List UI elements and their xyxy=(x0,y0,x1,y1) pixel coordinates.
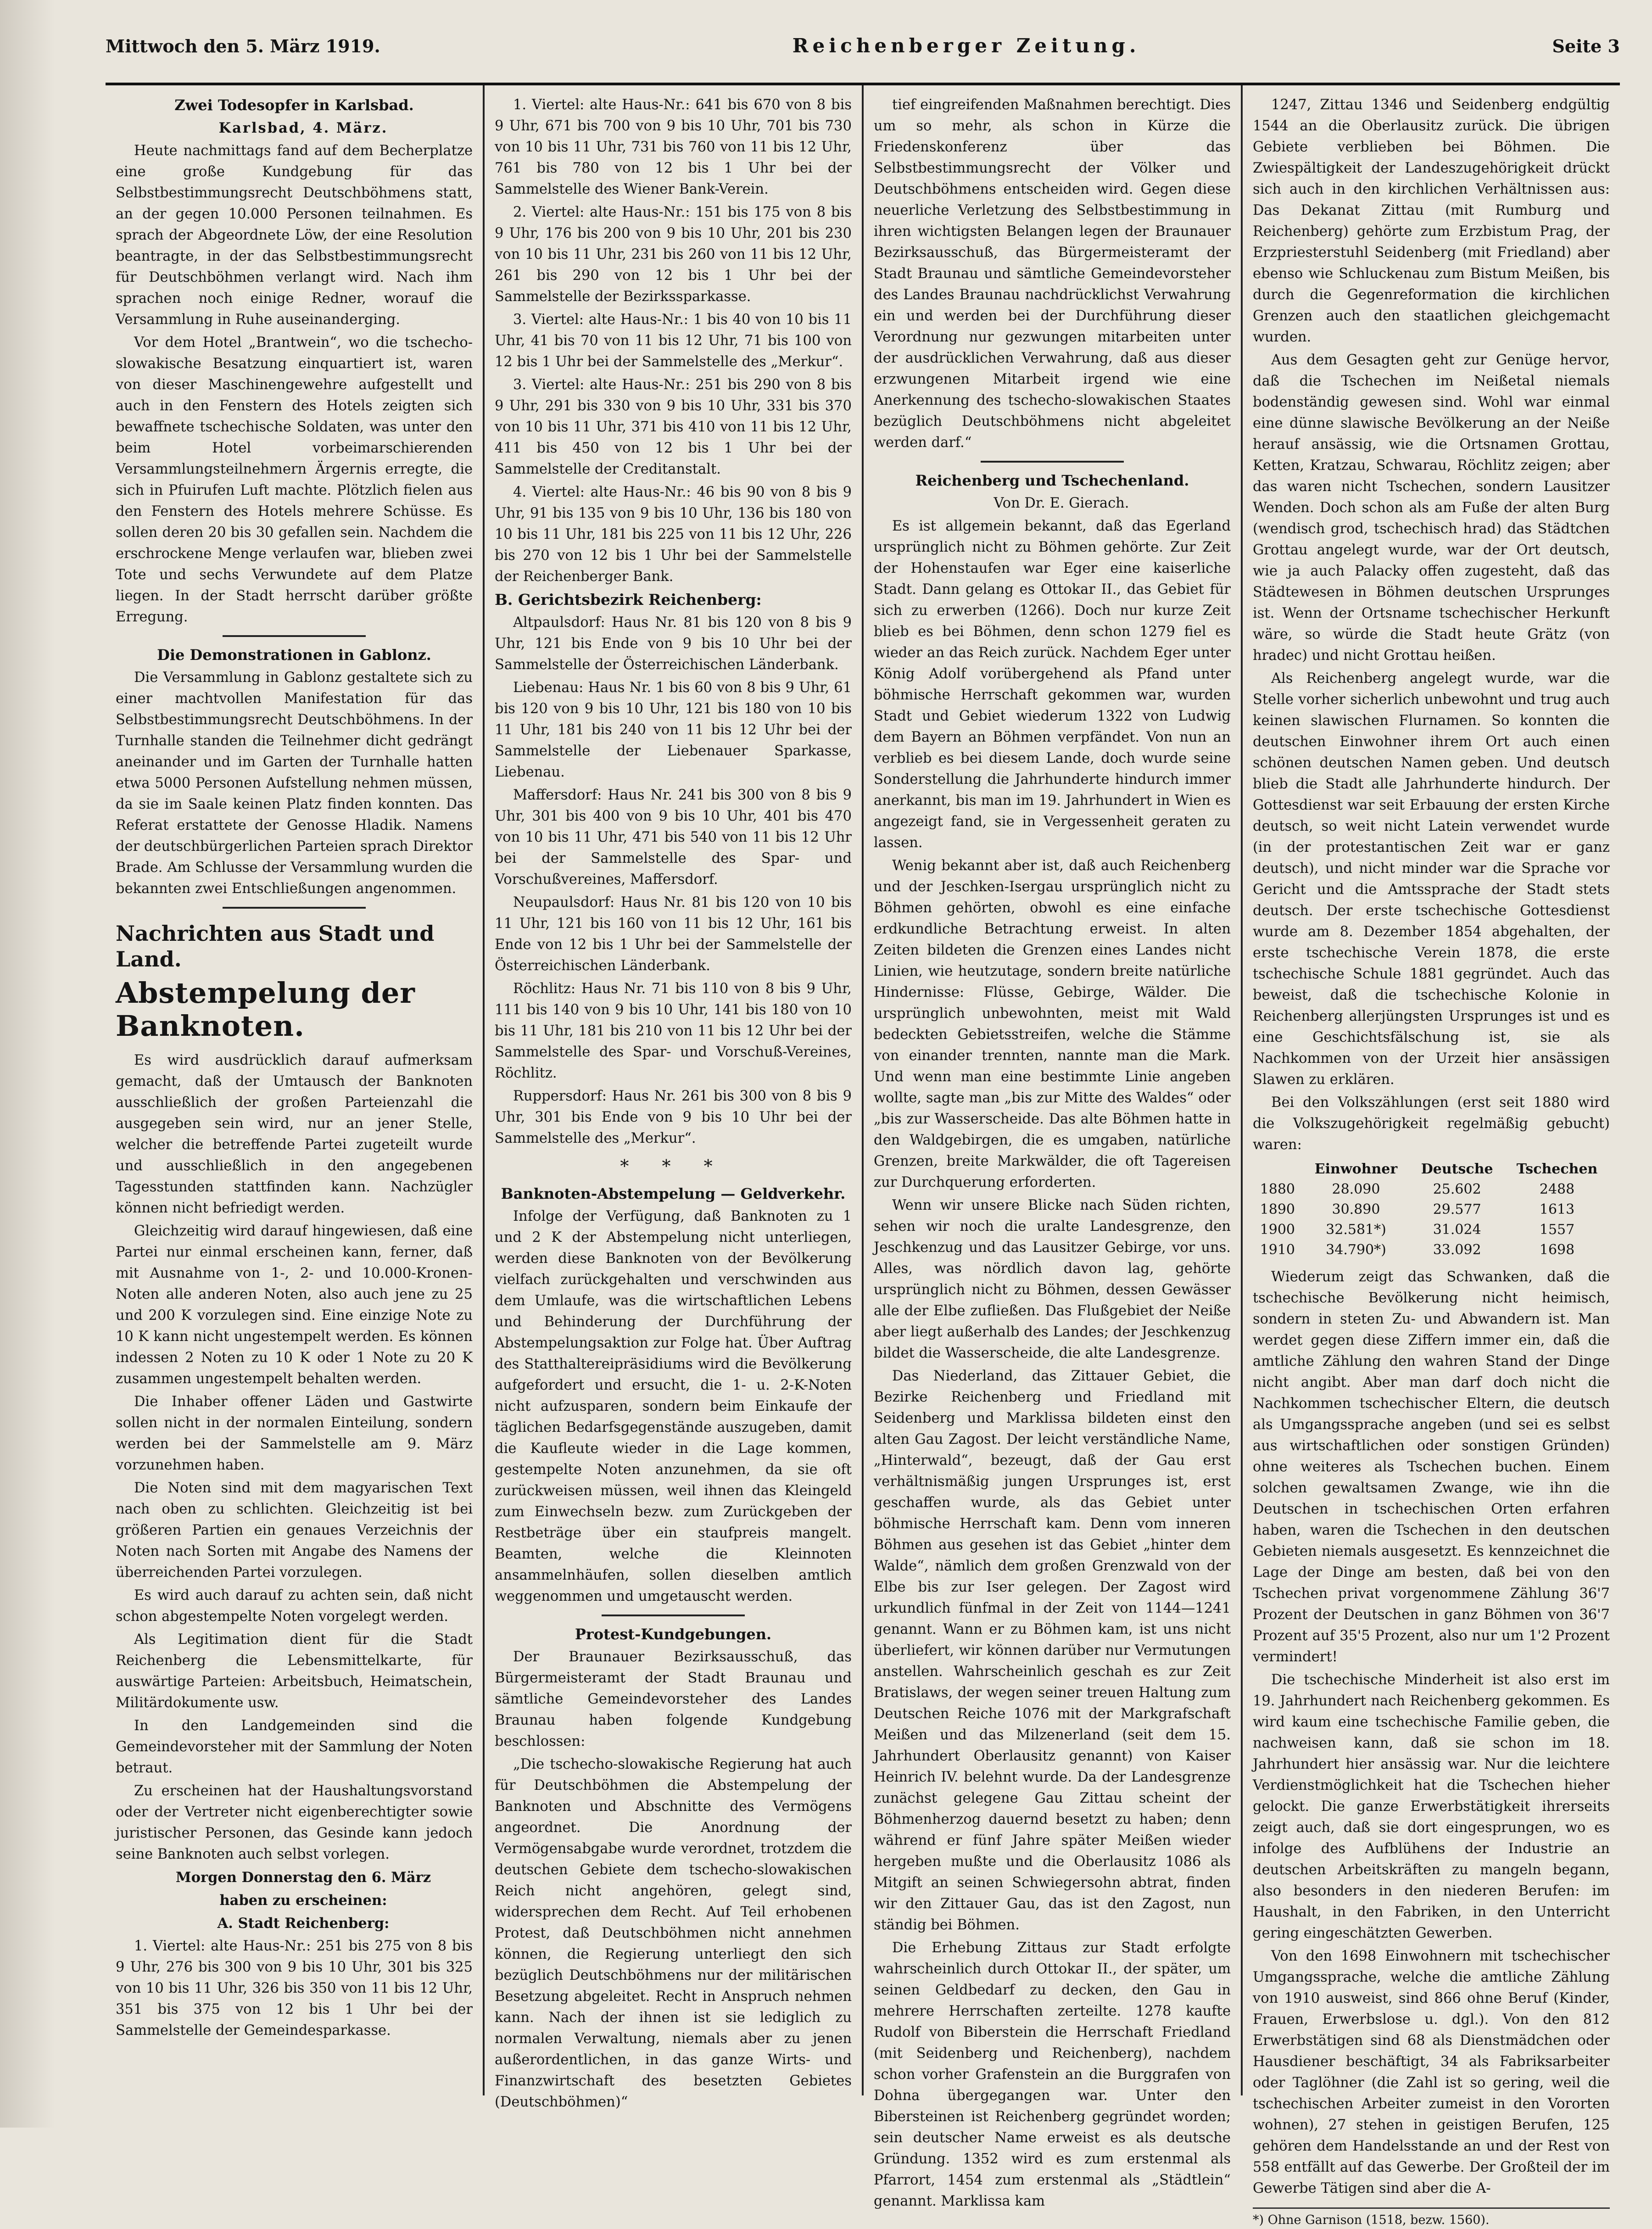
paragraph: Liebenau: Haus Nr. 1 bis 60 von 8 bis 9 Uhr, 61 bis 120 von 9 bis 10 Uhr, 121 bis 180 von 10 bis 11 Uhr, 181 bis 240 von 11 bis 12 Uhr bei der Sammelstelle der Liebenauer Sparkasse, Liebenau. xyxy=(495,680,852,780)
census-cell: 25.602 xyxy=(1433,1181,1481,1197)
census-cell: 30.890 xyxy=(1332,1201,1380,1218)
paragraph: „Die tschecho-slowakische Regierung hat auch für Deutschböhmen die Abstempelung der Banknoten und Abschnitte des Vermögens angeordnet. Die Anordnung der Vermögensabgabe wurde verordnet, trotzdem die deutschen Gebiete dem tschecho-slowakischen Reich nicht angehören, gelegt sind, widersprechen dem Recht. Auf Teil erhobenen Protest, daß Deutschböhmen nicht annehmen können, die Regierung unterliegt den sich bezüglich Deutschböhmens nur der militärischen Besetzung abgeleitet. Recht in Anspruch nehmen kann. Nach der ihnen ist sie lediglich zu normalen Verwaltung, niemals aber zu jenen außerordentlichen, in das ganze Wirts- und Finanzwirtschaft des besetzten Gebietes (Deutschböhmen)“ xyxy=(495,1756,852,2110)
headline-geldverkehr: Banknoten-Abstempelung — Geldverkehr. xyxy=(501,1185,846,1202)
byline: Von Dr. E. Gierach. xyxy=(993,495,1129,511)
headline-protest: Protest-Kundgebungen. xyxy=(575,1626,772,1643)
paragraph: Es ist allgemein bekannt, daß das Egerland ursprünglich nicht zu Böhmen gehörte. Zur Zeit der Hohenstaufen war Eger eine kaiserliche Stadt. Dann gelang es Ottokar II., das Gebiet für sich zu erwerben (1266). Doch nur kurze Zeit blieb es bei Böhmen, denn schon 1279 fiel es wieder an das Reich zurück. Nachdem Eger unter König Adolf vorübergehend als Pfand unter böhmische Herrschaft gekommen war, wurden Stadt und Gebiet wiederum 1322 von Ludwig dem Bayern an Böhmen verpfändet. Von nun an verblieb es bei diesem Lande, doch wurde seine Sonderstellung die Jahrhunderte hindurch immer anerkannt, bis man im 19. Jahrhundert in Wien es angezeigt fand, sie in Vergessenheit geraten zu lassen. xyxy=(874,518,1231,851)
census-year: 1890 xyxy=(1260,1201,1295,1218)
paragraph: 1. Viertel: alte Haus-Nr.: 251 bis 275 von 8 bis 9 Uhr, 276 bis 300 von 9 bis 10 Uhr, 301 bis 325 von 10 bis 11 Uhr, 326 bis 350 von 11 bis 12 Uhr, 351 bis 375 von 12 bis 1 Uhr bei der Sammelstelle der Gemeindesparkasse. xyxy=(116,1938,473,2039)
schedule-heading: Morgen Donnerstag den 6. März xyxy=(175,1869,431,1886)
census-header: Deutsche xyxy=(1421,1161,1493,1177)
census-cell: 33.092 xyxy=(1433,1242,1481,1258)
paragraph: Die tschechische Minderheit ist also erst im 19. Jahrhundert nach Reichenberg gekommen. Es wird kaum eine tschechische Familie geben, die nachweisen kann, daß sie schon im 18. Jahrhundert hier ansässig war. Nur die leichtere Verdienstmöglichkeit hat die Tschechen hieher gelockt. Die ganze Erwerbstätigkeit ihrerseits zeigt auch, daß sie dort eingesprungen, wo es infolge des Aufblühens der Industrie an deutschen Arbeitskräften zu mangeln begann, also besonders in den niederen Berufen: im Haushalt, in den Fabriken, in den Unterricht gering eingeschätzten Gewerben. xyxy=(1253,1672,1610,1941)
census-header: Einwohner xyxy=(1314,1161,1398,1177)
paragraph: Heute nachmittags fand auf dem Becherplatze eine große Kundgebung für das Selbstbestimmungsrecht Deutschböhmens statt, an der gegen 10.000 Personen teilnahmen. Es sprach der Abgeordnete Löw, der eine Resolution beantragte, in der das Selbstbestimmungsrecht für Deutschböhmen verlangt wird. Nach ihm sprachen noch einige Redner, worauf die Versammlung in Ruhe auseinanderging. xyxy=(116,143,473,328)
census-table xyxy=(1253,1159,1610,1260)
paragraph: 4. Viertel: alte Haus-Nr.: 46 bis 90 von 8 bis 9 Uhr, 91 bis 135 von 9 bis 10 Uhr, 136 bis 180 von 10 bis 11 Uhr, 181 bis 225 von 11 bis 12 Uhr, 226 bis 270 von 12 bis 1 Uhr bei der Sammelstelle der Reichenberger Bank. xyxy=(495,484,852,585)
divider xyxy=(223,907,365,909)
table-row xyxy=(1253,1200,1610,1220)
paragraph: Bei den Volkszählungen (erst seit 1880 wird die Volkszugehörigkeit regelmäßig gebucht) waren: xyxy=(1253,1095,1610,1153)
paragraph: 1247, Zittau 1346 und Seidenberg endgültig 1544 an die Oberlausitz zurück. Die übrigen Gebiete verblieben bei Böhmen. Die Zwiespältigkeit der Landeszugehörigkeit drückt sich auch in den kirchlichen Verhältnissen aus: Das Dekanat Zittau (mit Rumburg und Reichenberg) gehörte zum Erzbistum Prag, der Erzpriesterstuhl Seidenberg (mit Friedland) aber ebenso wie Schluckenau zum Bistum Meißen, bis durch die Gegenreformation die kirchlichen Grenzen auch den staatlichen gleichgemacht wurden. xyxy=(1253,97,1610,345)
column-4 xyxy=(1243,85,1620,2227)
paragraph: Von den 1698 Einwohnern mit tschechischer Umgangssprache, welche die amtliche Zählung von 1910 ausweist, sind 866 ohne Beruf (Kinder, Frauen, Erwerbslose u. dgl.). Von den 812 Erwerbstätigen sind 68 als Dienstmädchen oder Hausdiener beschäftigt, 34 als Fabriksarbeiter oder Taglöhner (die Zahl ist so gering, weil die tschechischen Arbeiter zumeist in den Vororten wohnen), 27 stehen in geistigen Berufen, 125 gehören dem Handelsstande an und der Rest von 558 entfällt auf das Gewerbe. Der Großteil der im Gewerbe Tätigen sind aber die A- xyxy=(1253,1948,1610,2196)
paragraph: In den Landgemeinden sind die Gemeindevorsteher mit der Sammlung der Noten betraut. xyxy=(116,1718,473,1776)
table-row xyxy=(1253,1220,1610,1240)
paragraph: Neupaulsdorf: Haus Nr. 81 bis 120 von 10 bis 11 Uhr, 121 bis 160 von 11 bis 12 Uhr, 161 bis Ende von 12 bis 1 Uhr bei der Sammelstelle der Österreichischen Länderbank. xyxy=(495,894,852,974)
paragraph: Die Inhaber offener Läden und Gastwirte sollen nicht in der normalen Einteilung, sondern werden bei der Sammelstelle am 9. März vorzunehmen haben. xyxy=(116,1394,473,1473)
headline-gablonz: Die Demonstrationen in Gablonz. xyxy=(157,646,431,664)
census-cell: 32.581*) xyxy=(1326,1222,1386,1238)
census-header xyxy=(1253,1159,1302,1179)
column-2 xyxy=(485,85,864,2110)
census-year: 1880 xyxy=(1260,1181,1295,1197)
paragraph: Als Reichenberg angelegt wurde, war die Stelle vorher sicherlich unbewohnt und trug auch keinen slawischen Flurnamen. So konnten die deutschen Einwohner ihrem Ort auch einen schönen deutschen Namen geben. Und deutsch blieb die Stadt alle Jahrhunderte hindurch. Der Gottesdienst war seit Erbauung der ersten Kirche deutsch, so weit nicht Latein verwendet wurde (in der protestantischen Zeit war er ganz deutsch), und nicht minder war die Sprache vor Gericht und die Amtssprache der Stadt stets deutsch. Der erste tschechische Gottesdienst wurde am 8. Dezember 1854 abgehalten, der erste tschechische Verein 1878, die erste tschechische Schule 1881 gegründet. Auch das beweist, daß die tschechische Kolonie in Reichenberg allerjüngsten Ursprunges ist und es eine Geschichtsfälschung ist, sie als Nachkommen von der Urzeit hier ansässigen Slawen zu erklären. xyxy=(1253,670,1610,1088)
paragraph: Altpaulsdorf: Haus Nr. 81 bis 120 von 8 bis 9 Uhr, 121 bis Ende von 9 bis 10 Uhr bei der Sammelstelle der Österreichischen Länderbank. xyxy=(495,615,852,673)
paragraph: Zu erscheinen hat der Haushaltungsvorstand oder der Vertreter nicht eigenberechtigter sowie juristischer Personen, das Gesinde kann jedoch seine Banknoten auch selbst vorlegen. xyxy=(116,1783,473,1862)
paragraph: Gleichzeitig wird darauf hingewiesen, daß eine Partei nur einmal erscheinen kann, ferner, daß mit Ausnahme von 1-, 2- und 10.000-Kronen-Noten alle anderen Noten, also auch jene zu 25 und 200 K vorzulegen sind. Eine einzige Note zu 10 K kann nicht ungestempelt werden. Es können indessen 2 Noten zu 10 K oder 1 Note zu 20 K zusammen ungestempelt behalten werden. xyxy=(116,1223,473,1387)
paragraph: Die Erhebung Zittaus zur Stadt erfolgte wahrscheinlich durch Ottokar II., der später, um seinen Geldbedarf zu decken, den Gau in mehrere Herrschaften zerteilte. 1278 kaufte Rudolf von Biberstein die Herrschaft Friedland (mit Seidenberg und Reichenberg), nachdem schon vorher Grafenstein an die Burggrafen von Dohna übergegangen war. Unter den Bibersteinen ist Reichenberg gegründet worden; sein deutscher Name erweist es als deutsche Gründung. 1352 wird es zum erstenmal als Pfarrort, 1454 zum erstenmal als „Städtlein“ genannt. Marklissa kam xyxy=(874,1940,1231,2209)
census-year: 1910 xyxy=(1260,1242,1295,1258)
masthead xyxy=(106,9,1620,85)
page-number: Seite 3 xyxy=(1552,36,1620,56)
headline-banknoten: Abstempelung der Banknoten. xyxy=(116,976,415,1043)
headline-karlsbad: Zwei Todesopfer in Karlsbad. xyxy=(174,96,414,114)
paragraph: Es wird auch darauf zu achten sein, daß nicht schon abgestempelte Noten vorgelegt werden. xyxy=(116,1587,473,1625)
paragraph: Die Noten sind mit dem magyarischen Text nach oben zu schlichten. Gleichzeitig ist bei größeren Partien ein genaues Verzeichnis der Noten nach Sorten mit Angabe des Namens der überreichenden Partei vorzulegen. xyxy=(116,1480,473,1581)
paragraph: Das Niederland, das Zittauer Gebiet, die Bezirke Reichenberg und Friedland mit Seidenberg und Marklissa bildeten einst den alten Gau Zagost. Der leicht verständliche Name, „Hinterwald“, bezeugt, daß der Gau erst verhältnismäßig jungen Ursprunges ist, erst geschaffen wurde, als das Gebiet unter böhmische Herrschaft kam. Denn vom inneren Böhmen aus gesehen ist das Gebiet „hinter dem Walde“, nämlich dem großen Grenzwald von der Elbe bis zur Iser gelegen. Der Zagost wird urkundlich fünfmal in der Zeit von 1144—1241 genannt. Wann er zu Böhmen kam, ist uns nicht überliefert, wir können darüber nur Vermutungen anstellen. Wahrscheinlich geschah es zur Zeit Bratislaws, der wegen seiner treuen Haltung zum Deutschen Reiche 1076 mit der Markgrafschaft Meißen und das Milzenerland (seit dem 15. Jahrhundert Oberlausitz genannt) von Kaiser Heinrich IV. belehnt wurde. Da der Landesgrenze zunächst gelegene Gau Zittau scheint der Böhmenherzog dauernd besetzt zu haben; denn während er fünf Jahre später Meißen wieder hergeben mußte und die Oberlausitz 1086 als Mitgift an seinen Schwiegersohn abtrat, finden wir den Zittauer Gau, das ist den Zagost, nun ständig bei Böhmen. xyxy=(874,1368,1231,1933)
divider xyxy=(602,1614,744,1616)
paragraph: 3. Viertel: alte Haus-Nr.: 251 bis 290 von 8 bis 9 Uhr, 291 bis 330 von 9 bis 10 Uhr, 331 bis 370 von 10 bis 11 Uhr, 371 bis 410 von 11 bis 12 Uhr, 411 bis 450 von 12 bis 1 Uhr bei der Sammelstelle der Creditanstalt. xyxy=(495,377,852,477)
census-cell: 29.577 xyxy=(1433,1201,1481,1218)
paragraph: Maffersdorf: Haus Nr. 241 bis 300 von 8 bis 9 Uhr, 301 bis 400 von 9 bis 10 Uhr, 401 bis 470 von 10 bis 11 Uhr, 471 bis 540 von 11 bis 12 Uhr bei der Sammelstelle des Spar- und Vorschußvereines, Maffersdorf. xyxy=(495,787,852,888)
table-row xyxy=(1253,1179,1610,1200)
paragraph: Es wird ausdrücklich darauf aufmerksam gemacht, daß der Umtausch der Banknoten ausschließlich der großen Parteienzahl die ausgegeben sein wird, nur an jener Stelle, welcher die betreffende Partei zugeteilt wurde und ausschließlich in den angegebenen Tagesstunden stattfinden kann. Nachzügler können nicht befriedigt werden. xyxy=(116,1052,473,1216)
issue-date: Mittwoch den 5. März 1919. xyxy=(106,36,380,56)
schedule-subheading: B. Gerichtsbezirk Reichenberg: xyxy=(495,591,762,609)
census-cell: 28.090 xyxy=(1332,1181,1380,1197)
census-cell: 31.024 xyxy=(1433,1222,1481,1238)
paragraph: Wenig bekannt aber ist, daß auch Reichenberg und der Jeschken-Isergau ursprünglich nicht zu Böhmen gehörten, obwohl es eine einfache erdkundliche Betrachtung erweist. In alten Zeiten bildeten die Grenzen eines Landes nicht Linien, wie heutzutage, sondern breite natürliche Hindernisse: Flüsse, Gebirge, Wälder. Die ursprünglich unbewohnten, meist mit Wald bedeckten Gebietsstreifen, welche die Stämme von einander trennten, nannte man die Mark. Und wenn man eine bestimmte Linie angeben wollte, sagte man „bis zur Mitte des Waldes“ oder „bis zur Wasserscheide. Das alte Böhmen hatte in den Waldgebirgen, die es umgaben, natürliche Grenzen, breite Markwälder, die oft Tagereisen zur Durchquerung erforderten. xyxy=(874,858,1231,1190)
census-header-row xyxy=(1253,1159,1610,1179)
census-header: Tschechen xyxy=(1516,1161,1598,1177)
paragraph: 2. Viertel: alte Haus-Nr.: 151 bis 175 von 8 bis 9 Uhr, 176 bis 200 von 9 bis 10 Uhr, 201 bis 230 von 10 bis 11 Uhr, 231 bis 260 von 11 bis 12 Uhr, 261 bis 290 von 12 bis 1 Uhr bei der Sammelstelle der Bezirkssparkasse. xyxy=(495,204,852,305)
census-cell: 2488 xyxy=(1539,1181,1575,1197)
headline-tschechenland: Reichenberg und Tschechenland. xyxy=(915,472,1189,489)
schedule-subheading: A. Stadt Reichenberg: xyxy=(217,1915,390,1932)
article-columns xyxy=(106,85,1620,2227)
schedule-subheading: haben zu erscheinen: xyxy=(219,1892,387,1909)
paragraph: Ruppersdorf: Haus Nr. 261 bis 300 von 8 bis 9 Uhr, 301 bis Ende von 9 bis 10 Uhr bei der Sammelstelle des „Merkur“. xyxy=(495,1088,852,1146)
census-cell: 1698 xyxy=(1539,1242,1575,1258)
paragraph: Der Braunauer Bezirksausschuß, das Bürgermeisteramt der Stadt Braunau und sämtliche Gemeindevorsteher des Landes Braunau haben folgende Kundgebung beschlossen: xyxy=(495,1649,852,1749)
census-cell: 1613 xyxy=(1539,1201,1575,1218)
census-cell: 1557 xyxy=(1539,1222,1575,1238)
table-row xyxy=(1253,1240,1610,1260)
paragraph: Vor dem Hotel „Brantwein“, wo die tschecho-slowakische Besatzung einquartiert ist, waren von dieser Maschinengewehre aufgestellt und auch in den Fenstern des Hotels zeigten sich bewaffnete tschechische Soldaten, was unter den beim Hotel vorbeimarschierenden Versammlungsteilnehmern Ärgernis erregte, die sich in Pfuirufen Luft machte. Plötzlich fielen aus den Fenstern des Hotels mehrere Schüsse. Es sollen deren 20 bis 30 gefallen sein. Nachdem die erschrockene Menge verlaufen war, blieben zwei Tote und sechs Verwundete auf dem Platze liegen. In der Stadt herrscht darüber größte Erregung. xyxy=(116,335,473,625)
paragraph: tief eingreifenden Maßnahmen berechtigt. Dies um so mehr, als schon in Kürze die Friedenskonferenz über das Selbstbestimmungsrecht der Völker und Deutschböhmens entscheiden wird. Gegen diese neuerliche Verletzung des Selbstbestimmung in ihren wichtigsten Belangen legen der Braunauer Bezirksausschuß, das Bürgermeisteramt der Stadt Braunau und sämtliche Gemeindevorsteher des Landes Braunau nachdrücklichst Verwahrung ein und werden bei der Durchführung dieser Verordnung nur gezwungen mitarbeiten unter der ausdrücklichen Verwahrung, daß aus dieser erzwungenen Mitarbeit irgend wie eine Anerkennung des tschecho-slowakischen Staates bezüglich Deutschböhmens nicht abgeleitet werden darf.“ xyxy=(874,97,1231,451)
paragraph: Röchlitz: Haus Nr. 71 bis 110 von 8 bis 9 Uhr, 111 bis 140 von 9 bis 10 Uhr, 141 bis 180 von 10 bis 11 Uhr, 181 bis 210 von 11 bis 12 Uhr bei der Sammelstelle des Spar- und Vorschuß-Vereines, Röchlitz. xyxy=(495,981,852,1081)
dateline-karlsbad: Karlsbad, 4. März. xyxy=(218,120,388,136)
section-separator: * * * xyxy=(620,1156,726,1176)
divider xyxy=(981,461,1123,463)
paragraph: Aus dem Gesagten geht zur Genüge hervor, daß die Tschechen im Neißetal niemals bodenständig gewesen sind. Wohl war einmal eine dünne slawische Bevölkerung an der Neiße herauf ansässig, wie die Ortsnamen Grottau, Ketten, Kratzau, Schwarau, Röchlitz zeigen; aber das waren nicht Tschechen, sondern Lausitzer Wenden. Doch schon als am Fuße der alten Burg (wendisch grod, tschechisch hrad) das Städtchen Grottau angelegt wurde, war der Ort deutsch, wie ja auch Palacky offen zugesteht, daß das Städtewesen in Böhmen deutschen Ursprunges ist. Wenn der Ortsname tschechischer Herkunft wäre, so würde die Stadt heute Grätz (von hradec) und nicht Grottau heißen. xyxy=(1253,352,1610,664)
footnote: *) Ohne Garnison (1518, bezw. 1560). xyxy=(1253,2207,1610,2229)
newspaper-title: Reichenberger Zeitung. xyxy=(792,34,1140,57)
paragraph: 1. Viertel: alte Haus-Nr.: 641 bis 670 von 8 bis 9 Uhr, 671 bis 700 von 9 bis 10 Uhr, 701 bis 730 von 10 bis 11 Uhr, 731 bis 760 von 11 bis 12 Uhr, 761 bis 780 von 12 bis 1 Uhr bei der Sammelstelle des Wiener Bank-Verein. xyxy=(495,97,852,197)
paragraph: Wiederum zeigt das Schwanken, daß die tschechische Bevölkerung nicht heimisch, sondern in steten Zu- und Abwandern ist. Man werdet gegen diese Ziffern immer ein, daß die amtliche Zählung den wahren Stand der Dinge nicht angibt. Aber man darf doch nicht die Nachkommen tschechischer Eltern, die deutsch als Umgangssprache angeben (und sei es selbst aus wirtschaftlichen oder sonstigen Gründen) ohne weiteres als Tschechen buchen. Einem solchen gewaltsamen Zwange, wie ihn die Deutschen in tschechischen Orten erfahren haben, waren die Tschechen in den deutschen Gebieten niemals ausgesetzt. Es kennzeichnet die Lage der Dinge am besten, daß bei von den Tschechen privat vorgenommene Zählung 36'7 Prozent der Deutschen in ganz Böhmen von 36'7 Prozent auf 35'5 Prozent, also nur um 1'2 Prozent vermindert! xyxy=(1253,1269,1610,1665)
paragraph: Die Versammlung in Gablonz gestaltete sich zu einer machtvollen Manifestation für das Selbstbestimmungsrecht Deutschböhmens. In der Turnhalle standen die Teilnehmer dicht gedrängt aneinander und im Garten der Turnhalle hatten etwa 5000 Personen Aufstellung nehmen müssen, da sie im Saale keinen Platz finden konnten. Das Referat erstattete der Genosse Hladik. Namens der deutschbürgerlichen Parteien sprach Direktor Brade. Am Schlusse der Versammlung wurden die bekannten zwei Entschließungen angenommen. xyxy=(116,670,473,897)
paragraph: Wenn wir unsere Blicke nach Süden richten, sehen wir noch die uralte Landesgrenze, den Jeschkenzug und das Lausitzer Gebirge, vor uns. Alles, was nördlich davon lag, gehörte ursprünglich nicht zu Böhmen, dessen Gewässer alle der Elbe zufließen. Das Flußgebiet der Neiße aber liegt außerhalb des Landes; der Jeschkenzug bildet die Wasserscheide, die alte Landesgrenze. xyxy=(874,1197,1231,1361)
census-year: 1900 xyxy=(1260,1222,1295,1238)
column-1 xyxy=(106,85,485,2095)
section-heading: Nachrichten aus Stadt und Land. xyxy=(116,921,435,972)
paragraph: Infolge der Verfügung, daß Banknoten zu 1 und 2 K der Abstempelung nicht unterliegen, werden diese Banknoten von der Bevölkerung vielfach zurückgehalten und verschwinden aus dem Umlaufe, was die wirtschaftlichen Lebens und Behinderung der Durchführung der Abstempelungsaktion zur Folge hat. Über Auftrag des Statthaltereipräsidiums wird die Bevölkerung aufgefordert und ersucht, die 1- u. 2-K-Noten nicht aufzusparen, sondern beim Einkaufe der täglichen Bedarfsgegenstände auszugeben, damit die Kaufleute wieder in die Lage kommen, gestempelte Noten anzunehmen, da sie oft zurückweisen müssen, weil ihnen das Kleingeld zum Einwechseln bezw. zum Zurückgeben der Restbeträge über ein staufpreis mangelt. Beamten, welche die Kleinnoten ansammelnhäufen, sollen dieselben amtlich weggenommen und umgetauscht werden. xyxy=(495,1208,852,1604)
divider xyxy=(223,635,365,637)
column-3 xyxy=(864,85,1243,2209)
paragraph: Als Legitimation dient für die Stadt Reichenberg die Lebensmittelkarte, für auswärtige Parteien: Arbeitsbuch, Heimatschein, Militärdokumente usw. xyxy=(116,1631,473,1711)
census-cell: 34.790*) xyxy=(1326,1242,1386,1258)
paragraph: 3. Viertel: alte Haus-Nr.: 1 bis 40 von 10 bis 11 Uhr, 41 bis 70 von 11 bis 12 Uhr, 71 bis 100 von 12 bis 1 Uhr bei der Sammelstelle des „Merkur“. xyxy=(495,312,852,370)
